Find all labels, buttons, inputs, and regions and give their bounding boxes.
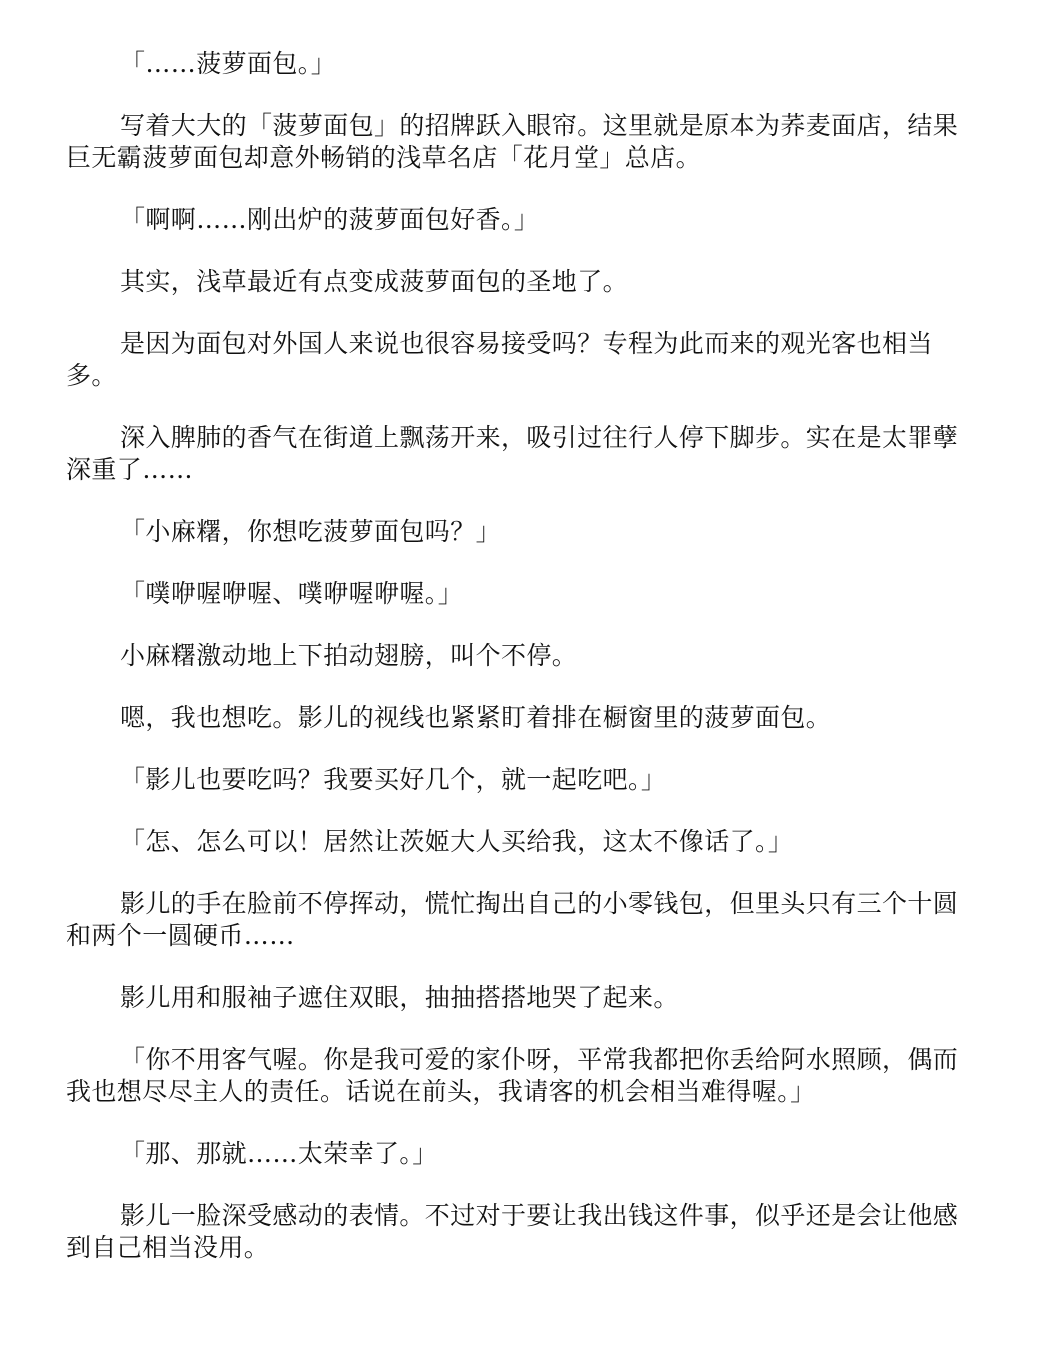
paragraph: 影儿一脸深受感动的表情。不过对于要让我出钱这件事，似乎还是会让他感到自己相当没用。 <box>66 1201 959 1262</box>
paragraph: 影儿的手在脸前不停挥动，慌忙掏出自己的小零钱包，但里头只有三个十圆和两个一圆硬币…… <box>66 889 959 950</box>
paragraph: 「那、那就……太荣幸了。」 <box>120 1139 438 1168</box>
paragraph: 影儿用和服袖子遮住双眼，抽抽搭搭地哭了起来。 <box>120 983 679 1012</box>
paragraph: 「小麻糬，你想吃菠萝面包吗？」 <box>120 517 502 546</box>
paragraph: 其实，浅草最近有点变成菠萝面包的圣地了。 <box>120 267 629 296</box>
paragraph: 「……菠萝面包。」 <box>120 49 337 78</box>
paragraph: 嗯，我也想吃。影儿的视线也紧紧盯着排在橱窗里的菠萝面包。 <box>120 703 832 732</box>
paragraph: 「啊啊……刚出炉的菠萝面包好香。」 <box>120 205 540 234</box>
paragraph: 「噗咿喔咿喔、噗咿喔咿喔。」 <box>120 579 464 608</box>
document-body <box>66 48 976 1294</box>
paragraph: 「你不用客气喔。你是我可爱的家仆呀，平常我都把你丢给阿水照顾，偶而我也想尽尽主人的责任。话说在前头，我请客的机会相当难得喔。」 <box>66 1045 959 1106</box>
paragraph: 写着大大的「菠萝面包」的招牌跃入眼帘。这里就是原本为荞麦面店，结果巨无霸菠萝面包却意外畅销的浅草名店「花月堂」总店。 <box>66 111 959 172</box>
paragraph: 小麻糬激动地上下拍动翅膀，叫个不停。 <box>120 641 578 670</box>
paragraph: 是因为面包对外国人来说也很容易接受吗？专程为此而来的观光客也相当多。 <box>66 329 933 390</box>
paragraph: 「怎、怎么可以！居然让茨姬大人买给我，这太不像话了。」 <box>120 827 794 856</box>
paragraph: 「影儿也要吃吗？我要买好几个，就一起吃吧。」 <box>120 765 667 794</box>
paragraph: 深入脾肺的香气在街道上飘荡开来，吸引过往行人停下脚步。实在是太罪孽深重了…… <box>66 423 959 484</box>
